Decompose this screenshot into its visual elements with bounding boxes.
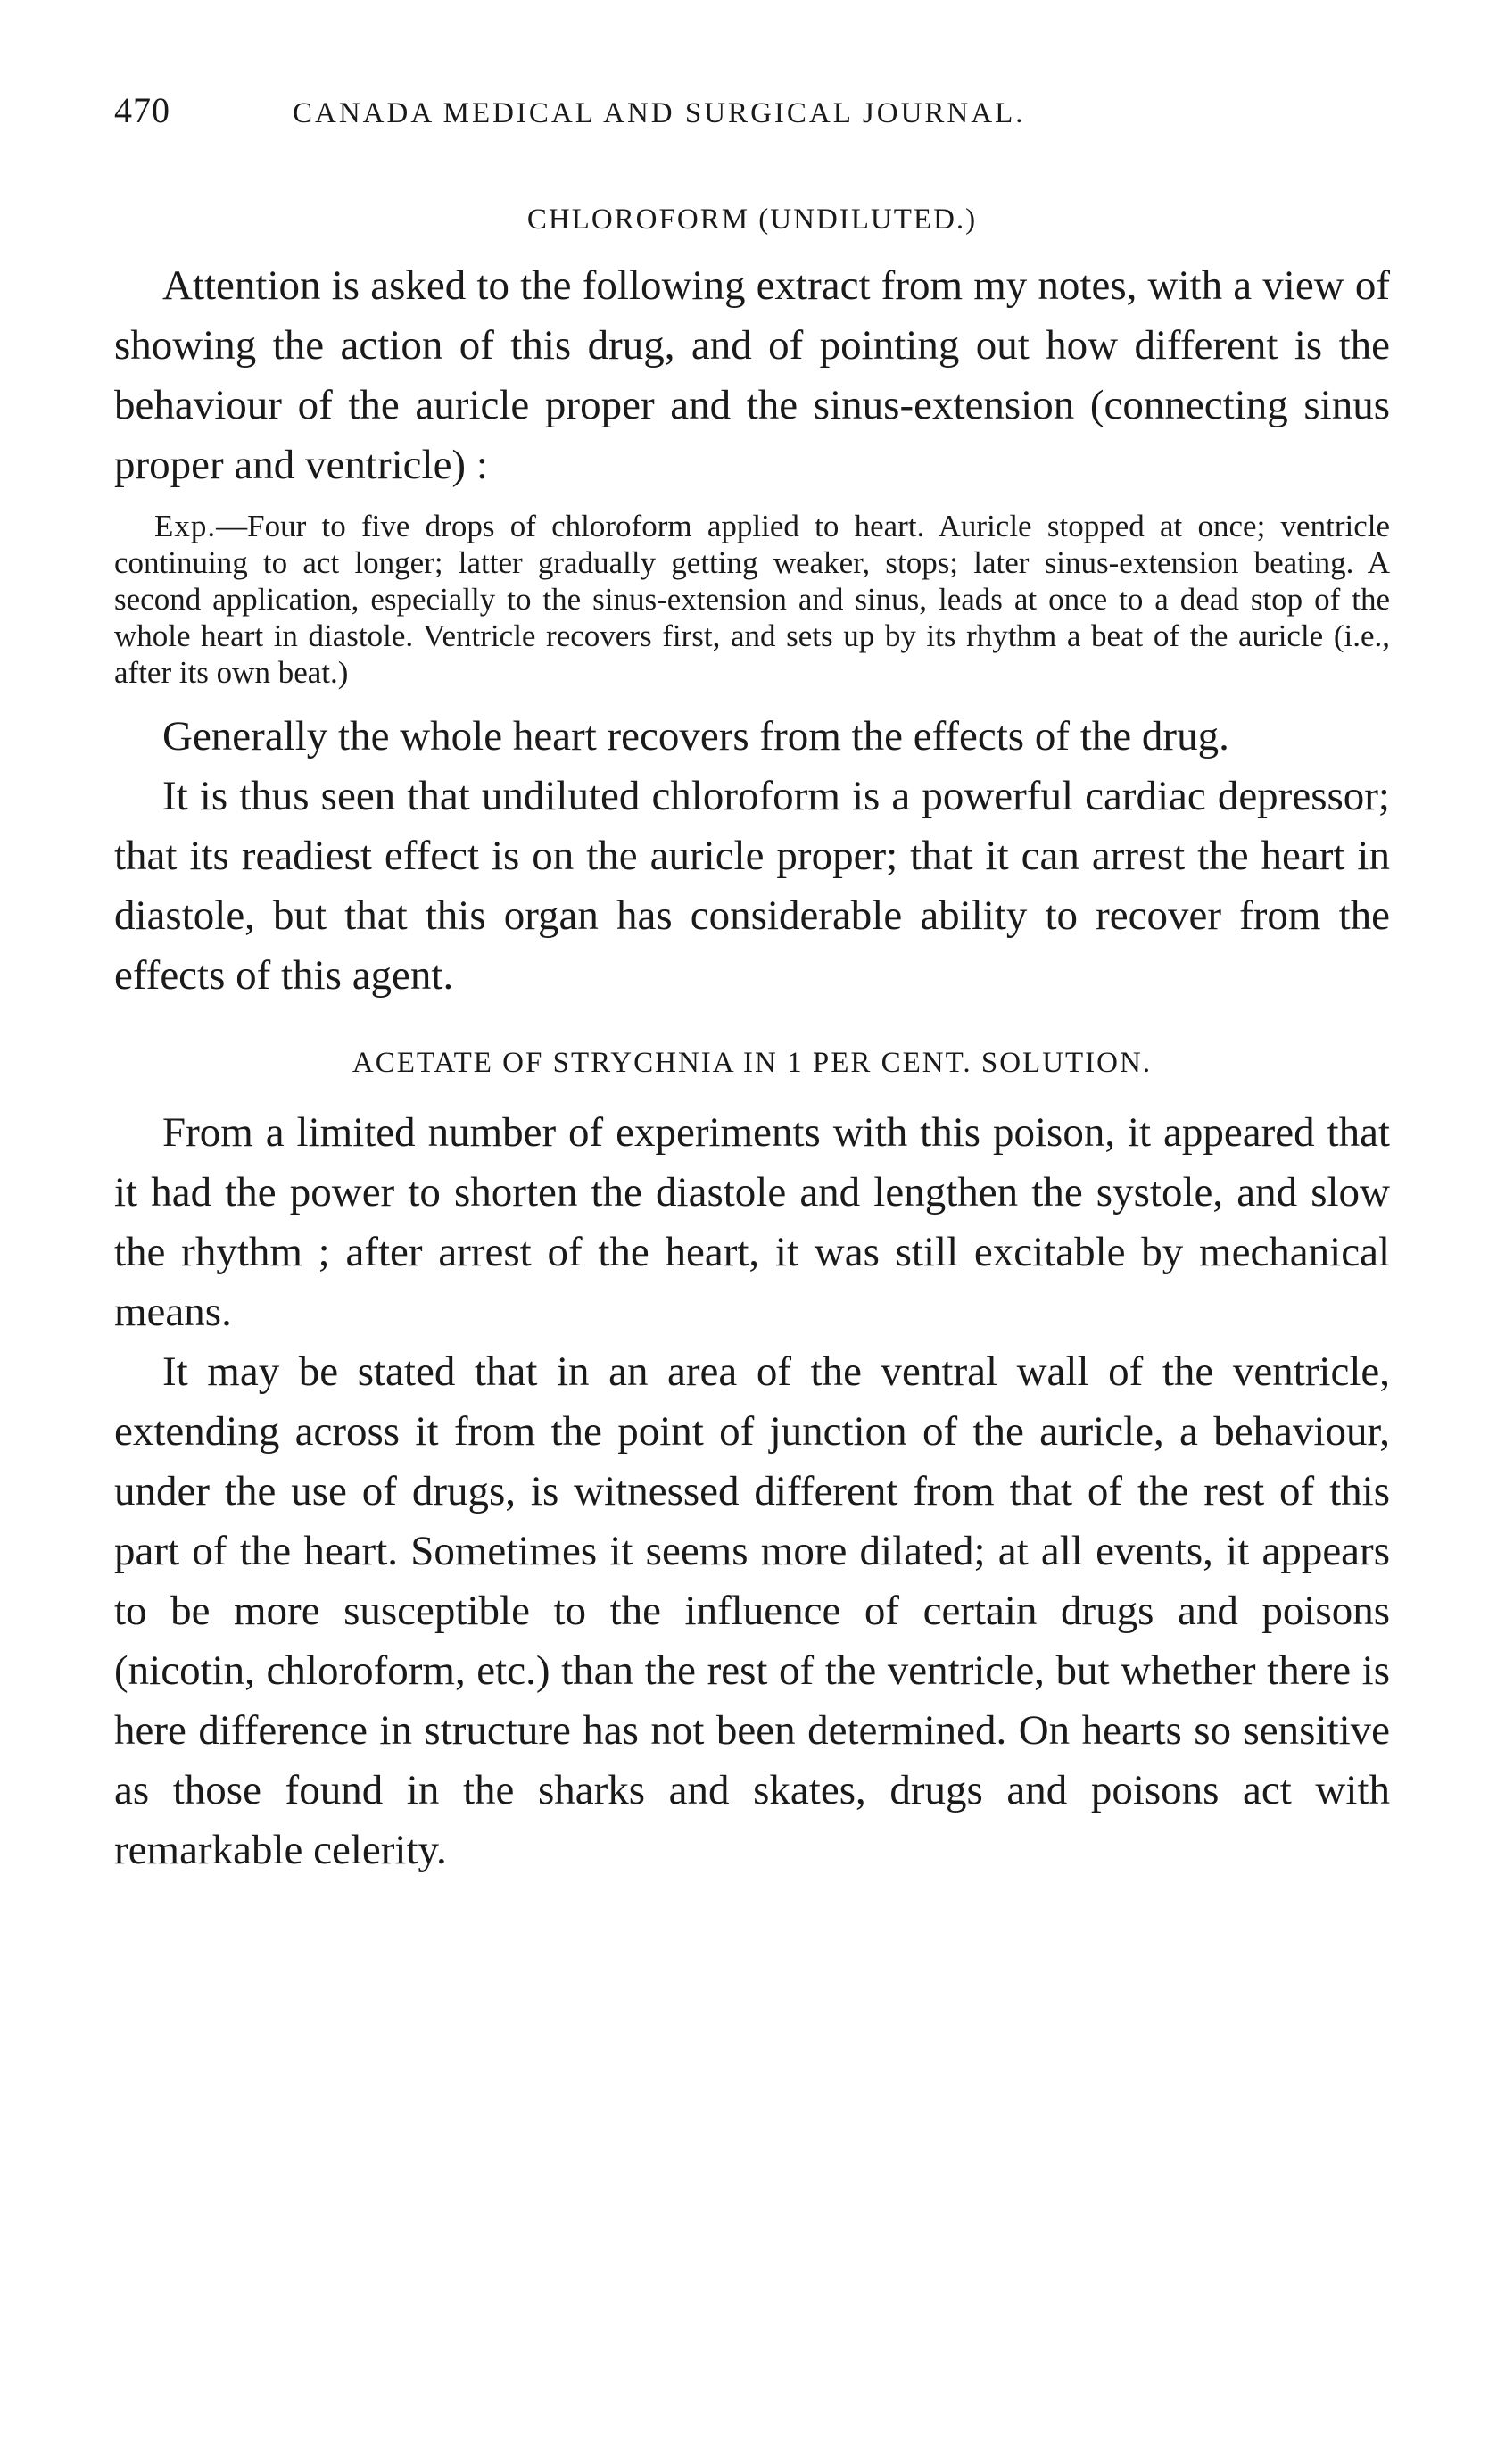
strychnia-paragraph: From a limited number of experiments with this poison, it appeared that it had the power to shorten the diastole and lengthen the systole, and slow the rhythm ; after arrest of the heart, it was still excitable by mechanical means. <box>114 1109 1390 1335</box>
journal-title: CANADA MEDICAL AND SURGICAL JOURNAL. <box>293 97 1026 129</box>
experiment-note-text: —Four to five drops of chloroform applied to heart. Auricle stopped at once; ventricle continuing to act longer; latter gradually getting weaker, stops; later sinus-extension beating. A second application, especially to the sinus-extension and sinus, leads at once to a dead stop of the whole heart in diastole. Ventricle recovers first, and sets up by its rhythm a beat of the auricle (i.e., after its own beat.) <box>114 509 1390 690</box>
page-number: 470 <box>114 90 170 130</box>
chloroform-recovery-paragraph: Generally the whole heart recovers from the effects of the drug. <box>162 713 1229 759</box>
running-head <box>114 89 1390 143</box>
chloroform-summary-paragraph: It is thus seen that undiluted chloroform is a powerful cardiac depressor; that its readiest effect is on the auricle proper; that it can arrest the heart in diastole, but that this organ has considerable ability to recover from the effects of this agent. <box>114 773 1390 999</box>
chloroform-intro-paragraph: Attention is asked to the following extract from my notes, with a view of showing the action of this drug, and of pointing out how different is the behaviour of the auricle proper and the sinus-extension (connecting sinus proper and ventricle) : <box>114 262 1390 488</box>
experiment-note <box>114 508 1390 691</box>
section-heading-chloroform: CHLOROFORM (UNDILUTED.) <box>526 203 978 236</box>
experiment-note-lead: Exp. <box>154 509 217 543</box>
section-heading-strychnia: ACETATE OF STRYCHNIA IN 1 PER CENT. SOLUTION. <box>352 1047 1153 1079</box>
journal-page <box>114 89 1390 1880</box>
ventral-area-paragraph: It may be stated that in an area of the ventral wall of the ventricle, extending across it from the point of junction of the auricle, a behaviour, under the use of drugs, is witnessed different from that of the rest of this part of the heart. Sometimes it seems more dilated; at all events, it appears to be more susceptible to the influence of certain drugs and poisons (nicotin, chloroform, etc.) than the rest of the ventricle, but whether there is here difference in structure has not been determined. On hearts so sensitive as those found in the sharks and skates, drugs and poisons act with remarkable celerity. <box>114 1348 1390 1873</box>
